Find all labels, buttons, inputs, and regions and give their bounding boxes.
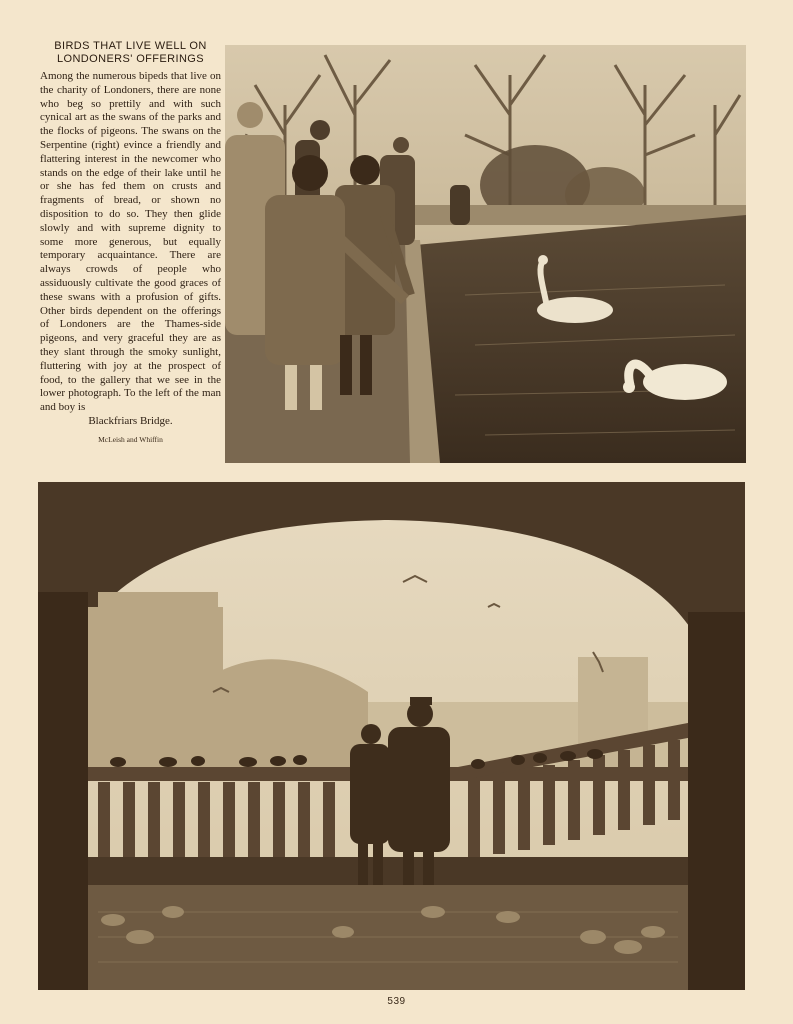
article-body: Among the numerous bipeds that live on the charity of Londoners, there are none who beg so prettily and with such cynical art as the swans of the parks and the flocks of pigeons. The swans on the Serpentine (right) evince a friendly and flattering interest in the newcomer who stands on the edge of their lake until he or she has fed them on crusts and fragments of bread, or shown no disposition to do so. They then glide slowly and with supreme dignity to some more generous, but equally temporary acquaintance. There are always crowds of people who assiduously cultivate the good graces of these swans with a profusion of gifts. Other birds dependent on the offerings of Londoners are the Thames-side pigeons, and very graceful they are as they slant through the smoky sunlight, fluttering with joy at the prospect of food, to the gallery that we see in the lower photograph. To the left of the man and boy is [40, 70, 221, 414]
photo-swans-serpentine [225, 45, 746, 463]
swans-photo-illustration [225, 45, 746, 463]
article-text-column [40, 40, 221, 444]
page-number: 539 [387, 996, 406, 1007]
photo-pigeons-thames-gallery [38, 482, 745, 990]
pigeons-photo-illustration [38, 482, 745, 990]
headline-line-2: LONDONERS' OFFERINGS [56, 53, 204, 65]
article-body-last-line: Blackfriars Bridge. [88, 414, 173, 427]
headline-line-1: BIRDS THAT LIVE WELL ON [54, 40, 207, 52]
photo-credit: McLeish and Whiffin [98, 434, 163, 444]
article-headline [40, 40, 221, 66]
